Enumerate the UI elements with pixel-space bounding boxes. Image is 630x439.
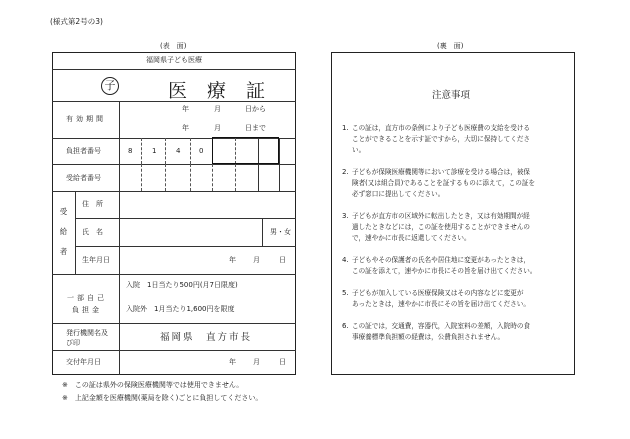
issue-date-day: 日	[279, 358, 286, 366]
card-title: 医療証	[168, 80, 286, 102]
notice-line: ことができることを示す証ですから，大切に保持してくださ	[352, 135, 531, 143]
birth-year: 年	[229, 256, 236, 264]
notice-line: あったときは，速やかに市長にその旨を届け出てください。	[352, 300, 530, 308]
back-title: 注意事項	[432, 90, 471, 101]
notice-line: この証は，直方市の条例により子ども医療費の支給を受ける	[352, 124, 531, 132]
notice-number: 6.	[342, 322, 349, 330]
notice-number: 4.	[342, 256, 349, 264]
notice-line: で，速やかに市長に返還してください。	[352, 234, 471, 242]
validity-to-year: 年	[182, 124, 189, 132]
notice-line: 子どもやその保護者の氏名や居住地に変更があったときは，	[352, 256, 530, 264]
child-mark-icon: 子	[101, 77, 119, 95]
front-note: ※ 上記金額を医療機関(薬局を除く)ごとに負担してください。	[62, 394, 263, 402]
name-label: 氏 名	[82, 228, 103, 236]
payer-label: 負担者番号	[66, 147, 101, 155]
issue-date-month: 月	[253, 358, 260, 366]
payer-digit: 0	[199, 147, 204, 155]
notice-line: 過したときなどには，この証を使用することができませんの	[352, 223, 531, 231]
copay-inpatient: 入院 1日当たり500円(月7日限度)	[126, 281, 238, 289]
validity-from-day: 日から	[245, 105, 266, 113]
address-label: 住 所	[82, 200, 103, 208]
front-note: ※ この証は県外の保険医療機関等では使用できません。	[62, 381, 244, 389]
front-side-label: (表 面)	[160, 42, 187, 50]
validity-label: 有効期間	[66, 115, 106, 123]
notice-line: この証を添えて，速やかに市長にその旨を届け出てください。	[352, 267, 537, 275]
form-id: (様式第2号の3)	[50, 17, 103, 26]
issuing-org-label: 発行機関名及び印	[66, 329, 108, 347]
notice-line: い。	[352, 146, 366, 154]
validity-to-day: 日まで	[245, 124, 266, 132]
issue-date-year: 年	[229, 358, 236, 366]
issue-date-label: 交付年月日	[66, 358, 101, 366]
gender: 男・女	[270, 228, 291, 236]
birth-label: 生年月日	[82, 256, 110, 264]
validity-from-month: 月	[214, 105, 221, 113]
issuer-header: 福岡県子ども医療	[146, 56, 202, 64]
payer-digit: 4	[176, 147, 181, 155]
recipient-no-label: 受給者番号	[66, 174, 101, 182]
notice-line: 事療養標準負担額の経費は，公費負担されません。	[352, 333, 505, 341]
issuing-org-value: 福岡県 直方市長	[160, 332, 253, 343]
payer-digit: 1	[152, 147, 157, 155]
birth-day: 日	[279, 256, 286, 264]
validity-to-month: 月	[214, 124, 221, 132]
notice-line: 子どもが加入している医療保険又はその内容などに変更が	[352, 289, 524, 297]
validity-from-year: 年	[182, 105, 189, 113]
notice-line: 子どもが直方市の区域外に転出したとき，又は有効期間が経	[352, 212, 530, 220]
notice-number: 3.	[342, 212, 349, 220]
notice-number: 2.	[342, 168, 349, 176]
copay-outpatient: 入院外 1月当たり1,600円を限度	[126, 305, 235, 313]
copay-label: 一部自己負担金	[67, 294, 107, 314]
notice-line: 子どもが保険医療機関等において診療を受ける場合は，被保	[352, 168, 531, 176]
recipient-group-label: 受給者	[59, 207, 68, 256]
notice-number: 1.	[342, 124, 349, 132]
notice-line: この証では，交通費，容器代，入院室料の差額，入院時の食	[352, 322, 531, 330]
notice-line: 必ず窓口に提出してください。	[352, 190, 445, 198]
birth-month: 月	[253, 256, 260, 264]
notice-line: 険者(又は組合員)であることを証するものに添えて，この証を	[352, 179, 536, 187]
back-side-label: (裏 面)	[437, 42, 464, 50]
notice-number: 5.	[342, 289, 349, 297]
payer-digit: 8	[128, 147, 133, 155]
